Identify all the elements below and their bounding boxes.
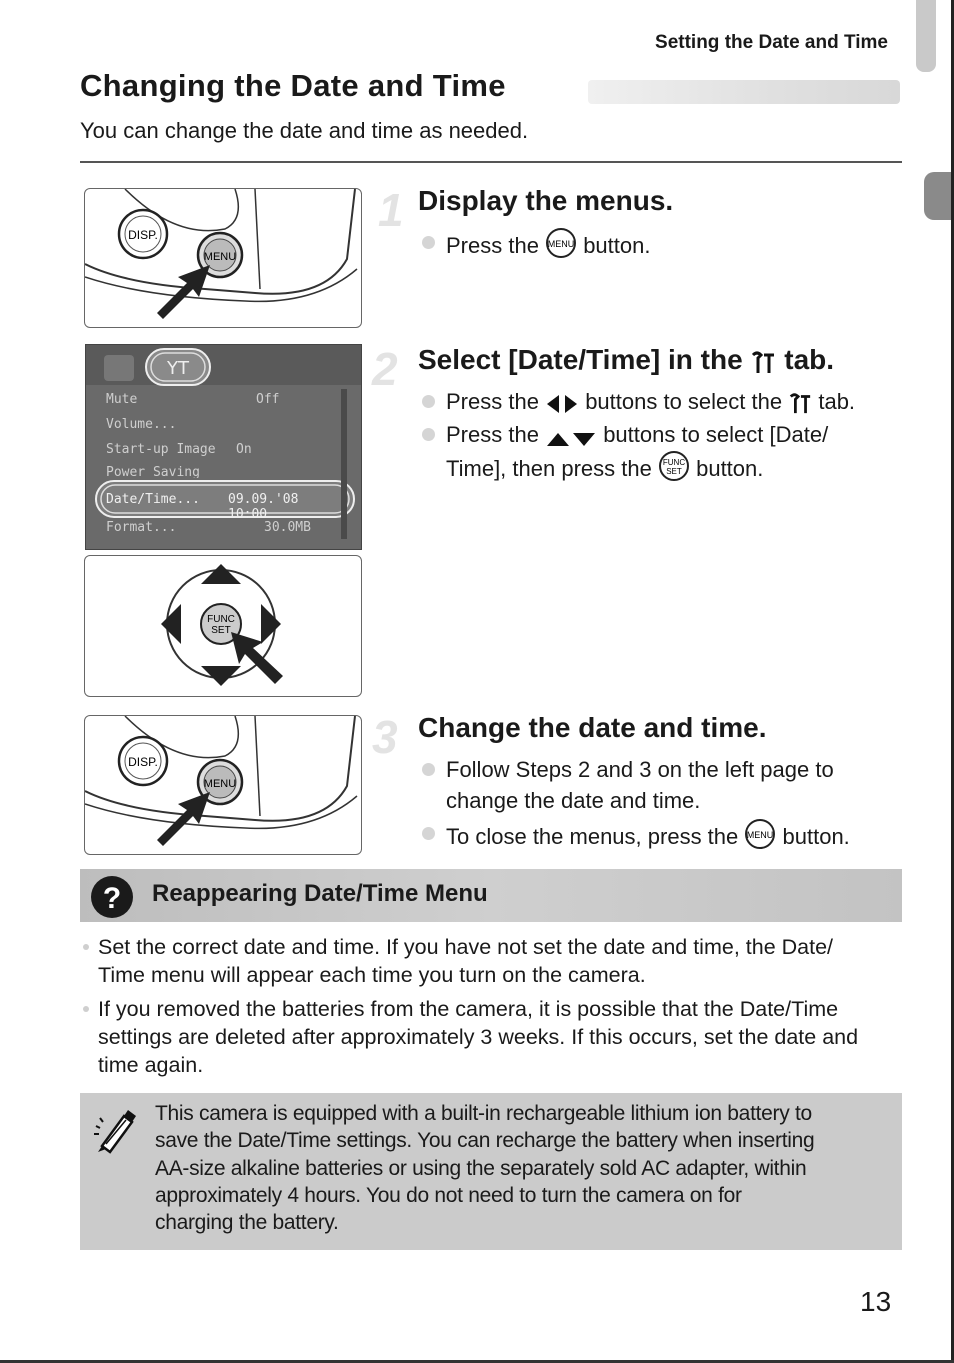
step-2-number: 2 xyxy=(372,343,398,395)
step-2-title: Select [Date/Time] in the tab. xyxy=(418,344,834,382)
reappearing-bullet-1 xyxy=(83,944,89,950)
title-decor-bar xyxy=(588,80,900,104)
lcd-row: Start-up Image On xyxy=(106,442,252,457)
step-3-text-2: To close the menus, press the MENU button. xyxy=(446,818,850,859)
page-title: Changing the Date and Time xyxy=(80,68,506,103)
step-1-text-after: button. xyxy=(583,233,651,258)
step-3-text-1-line-1: Follow Steps 2 and 3 on the left page to xyxy=(446,757,834,782)
lcd-row-selected: Date/Time... 09.09.'08 10:00 xyxy=(106,492,299,522)
menu-button-icon xyxy=(545,227,577,268)
pencil-icon xyxy=(92,1104,138,1159)
svg-text:MENU: MENU xyxy=(747,830,774,840)
set-label: SET xyxy=(211,625,231,636)
reappearing-title: Reappearing Date/Time Menu xyxy=(152,880,488,907)
note-line: This camera is equipped with a built-in rechargeable lithium ion battery to xyxy=(155,1102,812,1125)
step-3-bullet-2 xyxy=(422,827,435,840)
func-set-button-icon xyxy=(658,450,690,491)
step-1-number: 1 xyxy=(378,184,404,236)
note-text xyxy=(155,1100,895,1236)
note-line: charging the battery. xyxy=(155,1211,339,1235)
func-label: FUNC xyxy=(207,614,235,625)
camera-menu-illustration xyxy=(84,188,362,328)
camera-menu-illustration-2 xyxy=(84,715,362,855)
svg-text:SET: SET xyxy=(666,467,682,476)
note-line: approximately 4 hours. You do not need to turn the camera on for xyxy=(155,1183,742,1207)
step-2-text-2-line-1: Press the buttons to select [Date/ xyxy=(446,419,828,457)
reappearing-text-1-line-1: Set the correct date and time. If you have not set the date and time, the Date/ xyxy=(98,935,834,959)
step-1-bullet xyxy=(422,236,435,249)
lcd-row: Mute Off xyxy=(106,392,280,407)
control-dial-illustration xyxy=(84,555,362,697)
disp-label: DISP. xyxy=(128,755,158,769)
reappearing-bullet-2 xyxy=(83,1006,89,1012)
step-2-bullet-2 xyxy=(422,428,435,441)
lcd-menu-screen xyxy=(85,344,362,550)
menu-button-icon xyxy=(744,818,776,859)
note-line: AA-size alkaline batteries or using the separately sold AC adapter, within xyxy=(155,1156,807,1180)
header-thumb-tab xyxy=(916,0,936,72)
step-2-bullet-1 xyxy=(422,395,435,408)
svg-text:YT: YT xyxy=(167,358,189,379)
step-1-text-before: Press the xyxy=(446,233,539,258)
intro-text: You can change the date and time as needed. xyxy=(80,118,529,143)
running-head: Setting the Date and Time xyxy=(655,32,888,53)
chapter-side-tab xyxy=(924,172,954,220)
tools-tab-icon xyxy=(750,349,776,382)
step-2-text-1: Press the buttons to select the tab. xyxy=(446,386,855,424)
reappearing-text-2-line-1: If you removed the batteries from the camera, it is possible that the Date/Time xyxy=(98,997,839,1021)
step-1-text xyxy=(446,227,650,268)
question-icon xyxy=(90,875,134,924)
page-number: 13 xyxy=(860,1286,892,1317)
menu-label: MENU xyxy=(203,251,237,263)
note-line: save the Date/Time settings. You can recharge the battery when inserting xyxy=(155,1129,815,1153)
lcd-row: Format... 30.0MB xyxy=(106,520,311,535)
disp-label: DISP. xyxy=(128,228,158,242)
step-3-bullet-1 xyxy=(422,763,435,776)
reappearing-text-2-line-3: time again. xyxy=(98,1053,204,1077)
step-3-number: 3 xyxy=(372,711,398,763)
lcd-row: Power Saving xyxy=(106,465,200,478)
step-1-title: Display the menus. xyxy=(418,185,674,216)
svg-text:?: ? xyxy=(102,882,122,915)
svg-text:MENU: MENU xyxy=(547,239,575,249)
svg-text:FUNC: FUNC xyxy=(662,458,686,467)
reappearing-text-1-line-2: Time menu will appear each time you turn on the camera. xyxy=(98,963,646,987)
reappearing-text-2-line-2: settings are deleted after approximately 3 weeks. If this occurs, set the date and xyxy=(98,1025,859,1049)
step-3-title: Change the date and time. xyxy=(418,712,767,743)
header-rule xyxy=(80,161,902,163)
step-3-text-1-line-2: change the date and time. xyxy=(446,788,701,813)
step-2-text-2-line-2: Time], then press the FUNC SET button. xyxy=(446,450,763,491)
lcd-row: Volume... xyxy=(106,417,177,432)
menu-label: MENU xyxy=(203,778,237,790)
